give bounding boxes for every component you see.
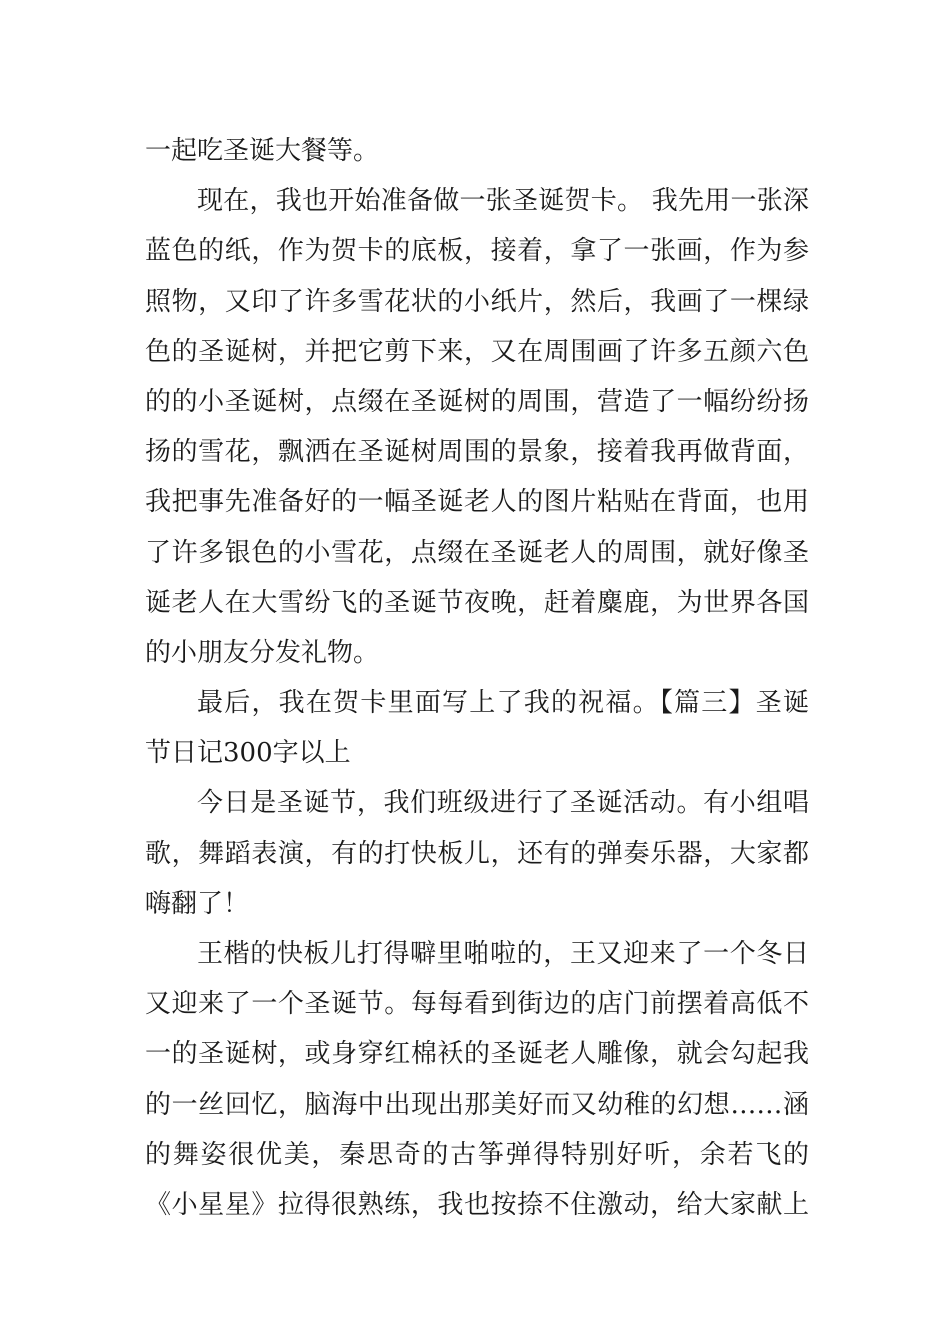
text-line: 节日记300字以上 [145,738,351,769]
text-line: 扬的雪花，飘洒在圣诞树周围的景象，接着我再做背面， [145,437,809,468]
text-line: 色的圣诞树，并把它剪下来，又在周围画了许多五颜六色 [145,336,809,367]
text-line: 王楷的快板儿打得噼里啪啦的，王又迎来了一个冬日 [197,939,809,969]
text-line: 嗨翻了！ [145,888,250,919]
text-line: 今日是圣诞节，我们班级进行了圣诞活动。有小组唱 [197,788,809,819]
text-line: 诞老人在大雪纷飞的圣诞节夜晚，赶着麋鹿，为世界各国 [145,587,809,618]
text-line: 照物，又印了许多雪花状的小纸片，然后，我画了一棵绿 [145,286,809,317]
text-line: 一起吃圣诞大餐等。 [145,136,380,166]
text-line: 的一丝回忆，脑海中出现出那美好而又幼稚的幻想……涵 [145,1089,809,1120]
text-line: 的的小圣诞树，点缀在圣诞树的周围，营造了一幅纷纷扬 [145,386,809,417]
text-line: 现在，我也开始准备做一张圣诞贺卡。 我先用一张深 [197,186,809,217]
text-line: 的小朋友分发礼物。 [145,637,380,668]
text-line: 蓝色的纸，作为贺卡的底板，接着，拿了一张画，作为参 [145,236,809,267]
text-line: 歌，舞蹈表演，有的打快板儿，还有的弹奏乐器，大家都 [145,838,809,869]
text-line: 最后，我在贺卡里面写上了我的祝福。【篇三】圣诞 [197,688,809,719]
text-line: 《小星星》拉得很熟练，我也按捺不住激动，给大家献上 [145,1189,809,1220]
text-line: 一的圣诞树，或身穿红棉袄的圣诞老人雕像，就会勾起我 [145,1039,809,1070]
text-line: 的舞姿很优美，秦思奇的古筝弹得特别好听，余若飞的 [145,1139,809,1170]
text-line: 我把事先准备好的一幅圣诞老人的图片粘贴在背面，也用 [145,487,809,518]
text-line: 又迎来了一个圣诞节。每每看到街边的店门前摆着高低不 [145,989,809,1020]
body-text [145,126,809,1230]
text-line: 了许多银色的小雪花，点缀在圣诞老人的周围，就好像圣 [145,537,809,568]
